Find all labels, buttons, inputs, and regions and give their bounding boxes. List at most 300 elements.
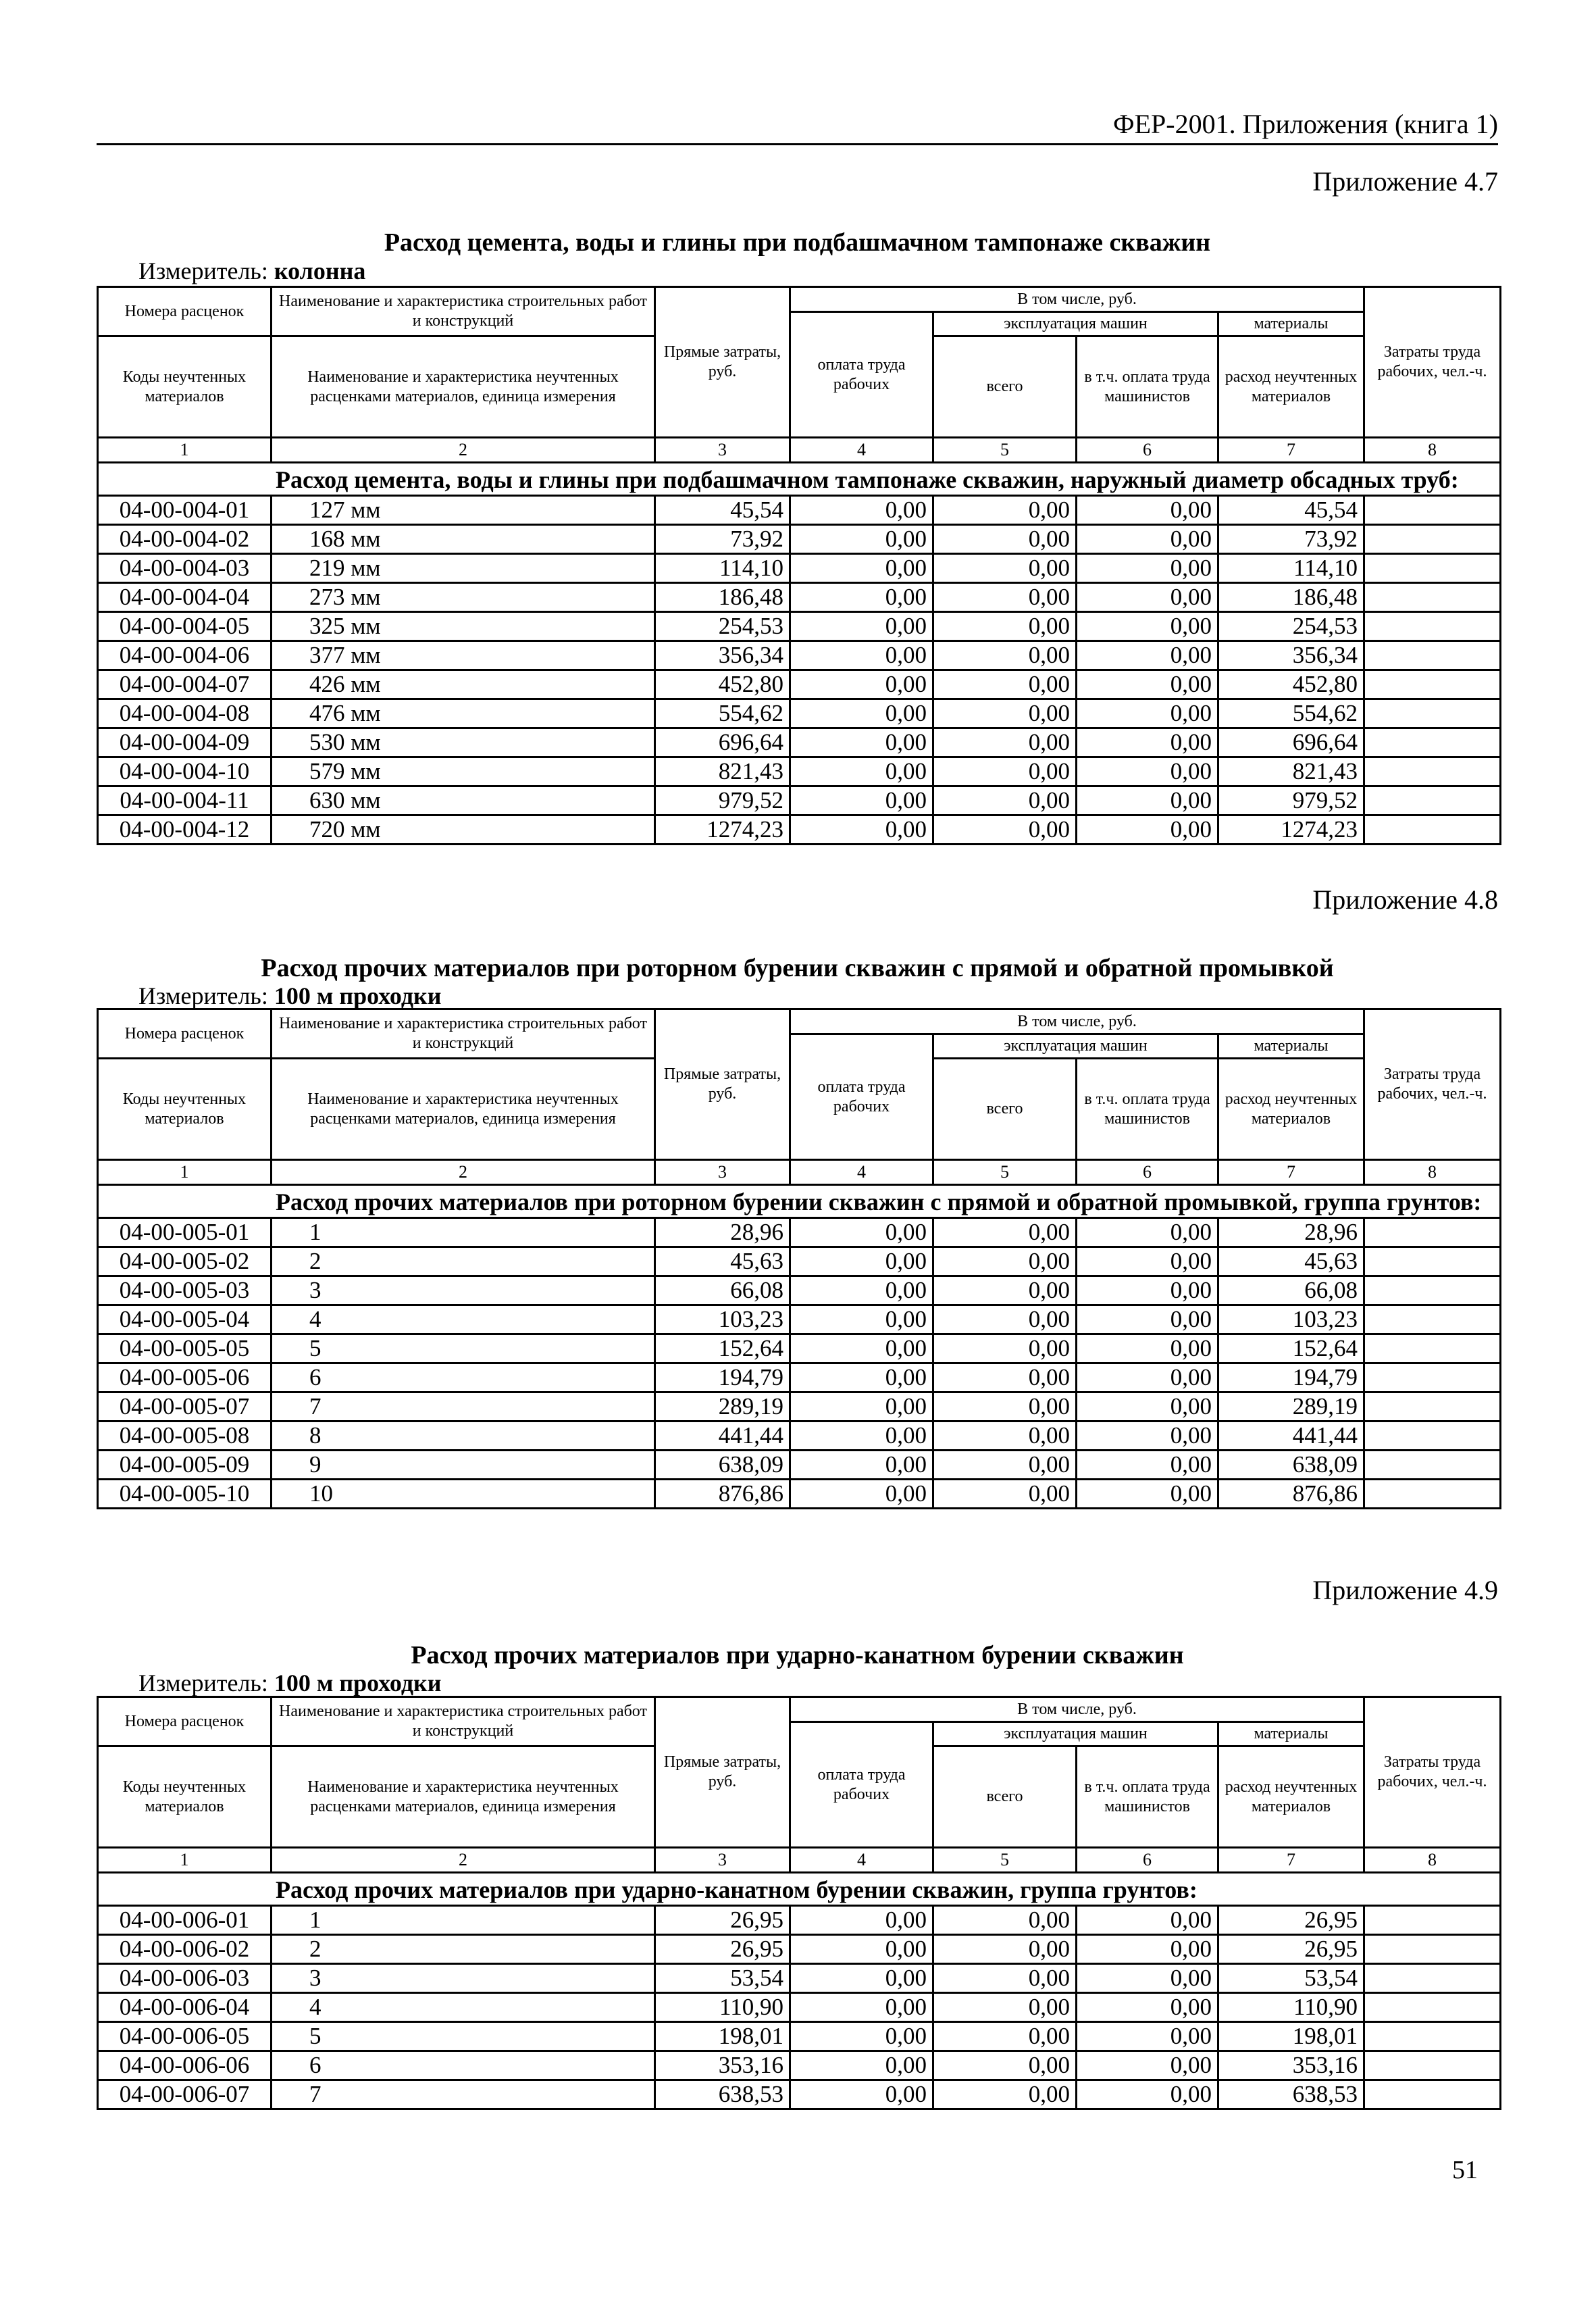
header-material-codes: Коды неучтенных материалов	[98, 336, 272, 438]
item-name: 579 мм	[272, 757, 655, 786]
machinists-pay: 0,00	[1077, 496, 1218, 525]
header-material-name: Наименование и характеристика неучтенных расценками материалов, единица измерения	[272, 336, 655, 438]
direct-costs: 26,95	[655, 1935, 790, 1964]
header-work-name: Наименование и характеристика строительных работ и конструкций	[272, 1009, 655, 1059]
header-machine-operation: эксплуатация машин	[933, 1034, 1218, 1059]
rate-code: 04-00-005-04	[98, 1305, 272, 1334]
rate-code: 04-00-005-03	[98, 1276, 272, 1305]
machinists-pay: 0,00	[1077, 1247, 1218, 1276]
machinists-pay: 0,00	[1077, 1935, 1218, 1964]
item-name: 426 мм	[272, 670, 655, 699]
rate-code: 04-00-004-01	[98, 496, 272, 525]
column-number: 5	[933, 1848, 1077, 1873]
header-unaccounted-materials: расход неучтенных материалов	[1218, 1746, 1364, 1848]
group-title-row	[98, 1873, 1501, 1906]
machinists-pay: 0,00	[1077, 1964, 1218, 1993]
header-labor-hours: Затраты труда рабочих, чел.-ч.	[1364, 1009, 1501, 1160]
column-number: 6	[1077, 438, 1218, 463]
machines-total: 0,00	[933, 1993, 1077, 2022]
materials-cost: 441,44	[1218, 1422, 1364, 1451]
table-row	[98, 1334, 1501, 1363]
item-name: 5	[272, 2022, 655, 2051]
table-row	[98, 786, 1501, 815]
table-row	[98, 554, 1501, 583]
column-number: 7	[1218, 438, 1364, 463]
header-machinists-pay: в т.ч. оплата труда машинистов	[1077, 1746, 1218, 1848]
table-row	[98, 2051, 1501, 2080]
labor-hours	[1364, 1422, 1501, 1451]
section-title-4-7: Расход цемента, воды и глины при подбашмачном тампонаже скважин	[384, 228, 1211, 257]
machinists-pay: 0,00	[1077, 583, 1218, 612]
machinists-pay: 0,00	[1077, 786, 1218, 815]
item-name: 7	[272, 2080, 655, 2109]
header-machinists-pay: в т.ч. оплата труда машинистов	[1077, 1059, 1218, 1160]
header-unaccounted-materials: расход неучтенных материалов	[1218, 1059, 1364, 1160]
direct-costs: 66,08	[655, 1276, 790, 1305]
group-title-row	[98, 463, 1501, 496]
labor-hours	[1364, 699, 1501, 728]
column-number: 8	[1364, 438, 1501, 463]
machinists-pay: 0,00	[1077, 1451, 1218, 1480]
rate-code: 04-00-004-05	[98, 612, 272, 641]
column-number: 8	[1364, 1160, 1501, 1185]
column-number: 1	[98, 1160, 272, 1185]
labor-pay: 0,00	[790, 757, 933, 786]
header-machines-total: всего	[933, 1059, 1077, 1160]
direct-costs: 356,34	[655, 641, 790, 670]
page-number: 51	[1452, 2156, 1478, 2184]
machinists-pay: 0,00	[1077, 1305, 1218, 1334]
labor-hours	[1364, 2051, 1501, 2080]
labor-hours	[1364, 612, 1501, 641]
header-labor-hours: Затраты труда рабочих, чел.-ч.	[1364, 287, 1501, 438]
labor-hours	[1364, 1964, 1501, 1993]
labor-hours	[1364, 1480, 1501, 1509]
materials-cost: 45,63	[1218, 1247, 1364, 1276]
direct-costs: 289,19	[655, 1392, 790, 1422]
item-name: 1	[272, 1218, 655, 1247]
rate-code: 04-00-004-04	[98, 583, 272, 612]
measure-label: Измеритель:	[138, 982, 268, 1009]
labor-pay: 0,00	[790, 699, 933, 728]
direct-costs: 353,16	[655, 2051, 790, 2080]
header-machine-operation: эксплуатация машин	[933, 312, 1218, 336]
direct-costs: 638,09	[655, 1451, 790, 1480]
machines-total: 0,00	[933, 1247, 1077, 1276]
machines-total: 0,00	[933, 2080, 1077, 2109]
machines-total: 0,00	[933, 1276, 1077, 1305]
table-row	[98, 1906, 1501, 1935]
materials-cost: 254,53	[1218, 612, 1364, 641]
table-row	[98, 670, 1501, 699]
labor-pay: 0,00	[790, 1305, 933, 1334]
direct-costs: 114,10	[655, 554, 790, 583]
materials-cost: 103,23	[1218, 1305, 1364, 1334]
labor-pay: 0,00	[790, 1247, 933, 1276]
materials-cost: 1274,23	[1218, 815, 1364, 845]
direct-costs: 1274,23	[655, 815, 790, 845]
labor-pay: 0,00	[790, 1964, 933, 1993]
machines-total: 0,00	[933, 757, 1077, 786]
section-title-4-8: Расход прочих материалов при роторном бурении скважин с прямой и обратной промывкой	[261, 954, 1334, 982]
machinists-pay: 0,00	[1077, 1422, 1218, 1451]
table-row	[98, 1247, 1501, 1276]
header-including: В том числе, руб.	[790, 1009, 1364, 1034]
header-rate-numbers: Номера расценок	[98, 1009, 272, 1059]
machines-total: 0,00	[933, 1334, 1077, 1363]
labor-pay: 0,00	[790, 1993, 933, 2022]
direct-costs: 696,64	[655, 728, 790, 757]
materials-cost: 876,86	[1218, 1480, 1364, 1509]
rate-code: 04-00-004-03	[98, 554, 272, 583]
column-number-row	[98, 1160, 1501, 1185]
measure-label: Измеритель:	[138, 257, 268, 284]
machines-total: 0,00	[933, 525, 1077, 554]
item-name: 3	[272, 1276, 655, 1305]
table-row	[98, 612, 1501, 641]
appendix-label-4-9: Приложение 4.9	[1312, 1575, 1498, 1605]
header-labor-pay: оплата труда рабочих	[790, 312, 933, 438]
labor-pay: 0,00	[790, 496, 933, 525]
rate-code: 04-00-006-05	[98, 2022, 272, 2051]
materials-cost: 28,96	[1218, 1218, 1364, 1247]
labor-pay: 0,00	[790, 583, 933, 612]
rate-code: 04-00-006-06	[98, 2051, 272, 2080]
labor-pay: 0,00	[790, 525, 933, 554]
labor-pay: 0,00	[790, 1218, 933, 1247]
direct-costs: 103,23	[655, 1305, 790, 1334]
header-direct-costs: Прямые затраты, руб.	[655, 1697, 790, 1848]
direct-costs: 26,95	[655, 1906, 790, 1935]
materials-cost: 152,64	[1218, 1334, 1364, 1363]
machinists-pay: 0,00	[1077, 2022, 1218, 2051]
rate-code: 04-00-004-08	[98, 699, 272, 728]
rate-code: 04-00-006-04	[98, 1993, 272, 2022]
item-name: 377 мм	[272, 641, 655, 670]
table-row	[98, 1480, 1501, 1509]
item-name: 5	[272, 1334, 655, 1363]
header-unaccounted-materials: расход неучтенных материалов	[1218, 336, 1364, 438]
table-row	[98, 1451, 1501, 1480]
labor-hours	[1364, 1305, 1501, 1334]
column-number: 4	[790, 1160, 933, 1185]
labor-hours	[1364, 815, 1501, 845]
direct-costs: 194,79	[655, 1363, 790, 1392]
table-row	[98, 641, 1501, 670]
header-work-name: Наименование и характеристика строительных работ и конструкций	[272, 287, 655, 336]
header-rate-numbers: Номера расценок	[98, 287, 272, 336]
item-name: 325 мм	[272, 612, 655, 641]
item-name: 630 мм	[272, 786, 655, 815]
labor-hours	[1364, 641, 1501, 670]
rate-code: 04-00-004-12	[98, 815, 272, 845]
column-number-row	[98, 1848, 1501, 1873]
materials-cost: 452,80	[1218, 670, 1364, 699]
table-row	[98, 2022, 1501, 2051]
table-row	[98, 1305, 1501, 1334]
column-number: 4	[790, 438, 933, 463]
machines-total: 0,00	[933, 699, 1077, 728]
rate-code: 04-00-006-07	[98, 2080, 272, 2109]
rate-code: 04-00-006-03	[98, 1964, 272, 1993]
table-row	[98, 496, 1501, 525]
machines-total: 0,00	[933, 786, 1077, 815]
rate-code: 04-00-005-09	[98, 1451, 272, 1480]
column-number: 2	[272, 438, 655, 463]
direct-costs: 110,90	[655, 1993, 790, 2022]
table-row	[98, 815, 1501, 845]
labor-hours	[1364, 1218, 1501, 1247]
rate-code: 04-00-005-07	[98, 1392, 272, 1422]
materials-cost: 53,54	[1218, 1964, 1364, 1993]
labor-hours	[1364, 1993, 1501, 2022]
labor-hours	[1364, 525, 1501, 554]
rate-code: 04-00-005-01	[98, 1218, 272, 1247]
machinists-pay: 0,00	[1077, 612, 1218, 641]
machinists-pay: 0,00	[1077, 641, 1218, 670]
appendix-label-4-8: Приложение 4.8	[1312, 884, 1498, 915]
machinists-pay: 0,00	[1077, 1334, 1218, 1363]
item-name: 127 мм	[272, 496, 655, 525]
table-row	[98, 757, 1501, 786]
header-row-1	[98, 1697, 1501, 1722]
rate-code: 04-00-005-05	[98, 1334, 272, 1363]
header-materials: материалы	[1218, 312, 1364, 336]
labor-hours	[1364, 1363, 1501, 1392]
labor-hours	[1364, 1906, 1501, 1935]
labor-pay: 0,00	[790, 728, 933, 757]
item-name: 530 мм	[272, 728, 655, 757]
item-name: 4	[272, 1993, 655, 2022]
machines-total: 0,00	[933, 1964, 1077, 1993]
rate-code: 04-00-006-01	[98, 1906, 272, 1935]
column-number: 2	[272, 1160, 655, 1185]
machinists-pay: 0,00	[1077, 554, 1218, 583]
table-row	[98, 525, 1501, 554]
measure-value: колонна	[274, 257, 366, 284]
machines-total: 0,00	[933, 496, 1077, 525]
labor-pay: 0,00	[790, 1480, 933, 1509]
item-name: 2	[272, 1935, 655, 1964]
column-number: 1	[98, 1848, 272, 1873]
machinists-pay: 0,00	[1077, 1218, 1218, 1247]
item-name: 6	[272, 1363, 655, 1392]
column-number: 1	[98, 438, 272, 463]
machinists-pay: 0,00	[1077, 1480, 1218, 1509]
column-number: 7	[1218, 1160, 1364, 1185]
machines-total: 0,00	[933, 2022, 1077, 2051]
rate-code: 04-00-006-02	[98, 1935, 272, 1964]
item-name: 3	[272, 1964, 655, 1993]
labor-pay: 0,00	[790, 1363, 933, 1392]
measure-label: Измеритель:	[138, 1669, 268, 1696]
labor-pay: 0,00	[790, 641, 933, 670]
item-name: 720 мм	[272, 815, 655, 845]
machinists-pay: 0,00	[1077, 699, 1218, 728]
materials-cost: 186,48	[1218, 583, 1364, 612]
labor-hours	[1364, 496, 1501, 525]
measure-4-8	[138, 982, 442, 1010]
item-name: 476 мм	[272, 699, 655, 728]
machinists-pay: 0,00	[1077, 757, 1218, 786]
materials-cost: 73,92	[1218, 525, 1364, 554]
labor-pay: 0,00	[790, 612, 933, 641]
direct-costs: 876,86	[655, 1480, 790, 1509]
column-number: 7	[1218, 1848, 1364, 1873]
table-row	[98, 1422, 1501, 1451]
item-name: 7	[272, 1392, 655, 1422]
materials-cost: 638,09	[1218, 1451, 1364, 1480]
machinists-pay: 0,00	[1077, 2080, 1218, 2109]
materials-cost: 114,10	[1218, 554, 1364, 583]
labor-pay: 0,00	[790, 1422, 933, 1451]
header-material-name: Наименование и характеристика неучтенных расценками материалов, единица измерения	[272, 1746, 655, 1848]
header-direct-costs: Прямые затраты, руб.	[655, 287, 790, 438]
machinists-pay: 0,00	[1077, 1993, 1218, 2022]
materials-cost: 638,53	[1218, 2080, 1364, 2109]
header-material-codes: Коды неучтенных материалов	[98, 1746, 272, 1848]
rate-code: 04-00-005-10	[98, 1480, 272, 1509]
machinists-pay: 0,00	[1077, 670, 1218, 699]
group-title: Расход цемента, воды и глины при подбашмачном тампонаже скважин, наружный диаметр обсадных труб:	[98, 463, 1501, 496]
labor-hours	[1364, 728, 1501, 757]
direct-costs: 554,62	[655, 699, 790, 728]
measure-value: 100 м проходки	[274, 982, 442, 1009]
rate-code: 04-00-004-02	[98, 525, 272, 554]
table-row	[98, 2080, 1501, 2109]
direct-costs: 441,44	[655, 1422, 790, 1451]
header-labor-pay: оплата труда рабочих	[790, 1722, 933, 1848]
direct-costs: 821,43	[655, 757, 790, 786]
labor-hours	[1364, 1451, 1501, 1480]
machines-total: 0,00	[933, 1906, 1077, 1935]
labor-pay: 0,00	[790, 1392, 933, 1422]
section-title-4-9: Расход прочих материалов при ударно-канатном бурении скважин	[411, 1641, 1184, 1669]
item-name: 273 мм	[272, 583, 655, 612]
item-name: 9	[272, 1451, 655, 1480]
column-number: 5	[933, 1160, 1077, 1185]
norm-table-4-7	[97, 286, 1501, 845]
direct-costs: 152,64	[655, 1334, 790, 1363]
column-number: 3	[655, 1848, 790, 1873]
labor-pay: 0,00	[790, 815, 933, 845]
header-row-1	[98, 287, 1501, 312]
header-labor-pay: оплата труда рабочих	[790, 1034, 933, 1160]
labor-pay: 0,00	[790, 2080, 933, 2109]
machinists-pay: 0,00	[1077, 1392, 1218, 1422]
header-machinists-pay: в т.ч. оплата труда машинистов	[1077, 336, 1218, 438]
table-row	[98, 1935, 1501, 1964]
labor-hours	[1364, 1935, 1501, 1964]
labor-hours	[1364, 1276, 1501, 1305]
rate-code: 04-00-005-08	[98, 1422, 272, 1451]
rate-code: 04-00-005-02	[98, 1247, 272, 1276]
materials-cost: 26,95	[1218, 1935, 1364, 1964]
machines-total: 0,00	[933, 1935, 1077, 1964]
labor-pay: 0,00	[790, 1334, 933, 1363]
materials-cost: 110,90	[1218, 1993, 1364, 2022]
column-number: 4	[790, 1848, 933, 1873]
materials-cost: 194,79	[1218, 1363, 1364, 1392]
column-number: 8	[1364, 1848, 1501, 1873]
labor-hours	[1364, 1247, 1501, 1276]
direct-costs: 198,01	[655, 2022, 790, 2051]
materials-cost: 821,43	[1218, 757, 1364, 786]
column-number: 3	[655, 438, 790, 463]
table-row	[98, 583, 1501, 612]
machines-total: 0,00	[933, 641, 1077, 670]
machines-total: 0,00	[933, 1480, 1077, 1509]
column-number: 6	[1077, 1160, 1218, 1185]
direct-costs: 45,63	[655, 1247, 790, 1276]
measure-value: 100 м проходки	[274, 1669, 442, 1696]
labor-pay: 0,00	[790, 1906, 933, 1935]
machines-total: 0,00	[933, 1218, 1077, 1247]
machines-total: 0,00	[933, 1305, 1077, 1334]
machinists-pay: 0,00	[1077, 525, 1218, 554]
labor-hours	[1364, 757, 1501, 786]
materials-cost: 198,01	[1218, 2022, 1364, 2051]
header-materials: материалы	[1218, 1722, 1364, 1746]
machines-total: 0,00	[933, 554, 1077, 583]
table-row	[98, 1392, 1501, 1422]
direct-costs: 53,54	[655, 1964, 790, 1993]
machines-total: 0,00	[933, 815, 1077, 845]
direct-costs: 979,52	[655, 786, 790, 815]
labor-hours	[1364, 1334, 1501, 1363]
header-including: В том числе, руб.	[790, 1697, 1364, 1722]
column-number: 6	[1077, 1848, 1218, 1873]
direct-costs: 638,53	[655, 2080, 790, 2109]
machines-total: 0,00	[933, 1363, 1077, 1392]
machines-total: 0,00	[933, 728, 1077, 757]
table-row	[98, 1964, 1501, 1993]
header-rate-numbers: Номера расценок	[98, 1697, 272, 1746]
labor-hours	[1364, 2022, 1501, 2051]
rate-code: 04-00-004-06	[98, 641, 272, 670]
table-row	[98, 728, 1501, 757]
labor-pay: 0,00	[790, 786, 933, 815]
labor-hours	[1364, 2080, 1501, 2109]
direct-costs: 73,92	[655, 525, 790, 554]
labor-hours	[1364, 583, 1501, 612]
direct-costs: 45,54	[655, 496, 790, 525]
header-direct-costs: Прямые затраты, руб.	[655, 1009, 790, 1160]
table-row	[98, 699, 1501, 728]
group-title: Расход прочих материалов при роторном бурении скважин с прямой и обратной промывкой, группа грунтов:	[98, 1185, 1501, 1218]
item-name: 6	[272, 2051, 655, 2080]
machines-total: 0,00	[933, 2051, 1077, 2080]
header-including: В том числе, руб.	[790, 287, 1364, 312]
norm-table-4-9	[97, 1696, 1501, 2110]
rate-code: 04-00-004-09	[98, 728, 272, 757]
measure-4-9	[138, 1669, 442, 1697]
rate-code: 04-00-004-07	[98, 670, 272, 699]
materials-cost: 353,16	[1218, 2051, 1364, 2080]
header-work-name: Наименование и характеристика строительных работ и конструкций	[272, 1697, 655, 1746]
machinists-pay: 0,00	[1077, 1276, 1218, 1305]
item-name: 8	[272, 1422, 655, 1451]
labor-hours	[1364, 554, 1501, 583]
item-name: 168 мм	[272, 525, 655, 554]
labor-pay: 0,00	[790, 2051, 933, 2080]
machines-total: 0,00	[933, 1422, 1077, 1451]
direct-costs: 254,53	[655, 612, 790, 641]
materials-cost: 66,08	[1218, 1276, 1364, 1305]
rate-code: 04-00-004-10	[98, 757, 272, 786]
machinists-pay: 0,00	[1077, 1906, 1218, 1935]
header-material-name: Наименование и характеристика неучтенных расценками материалов, единица измерения	[272, 1059, 655, 1160]
